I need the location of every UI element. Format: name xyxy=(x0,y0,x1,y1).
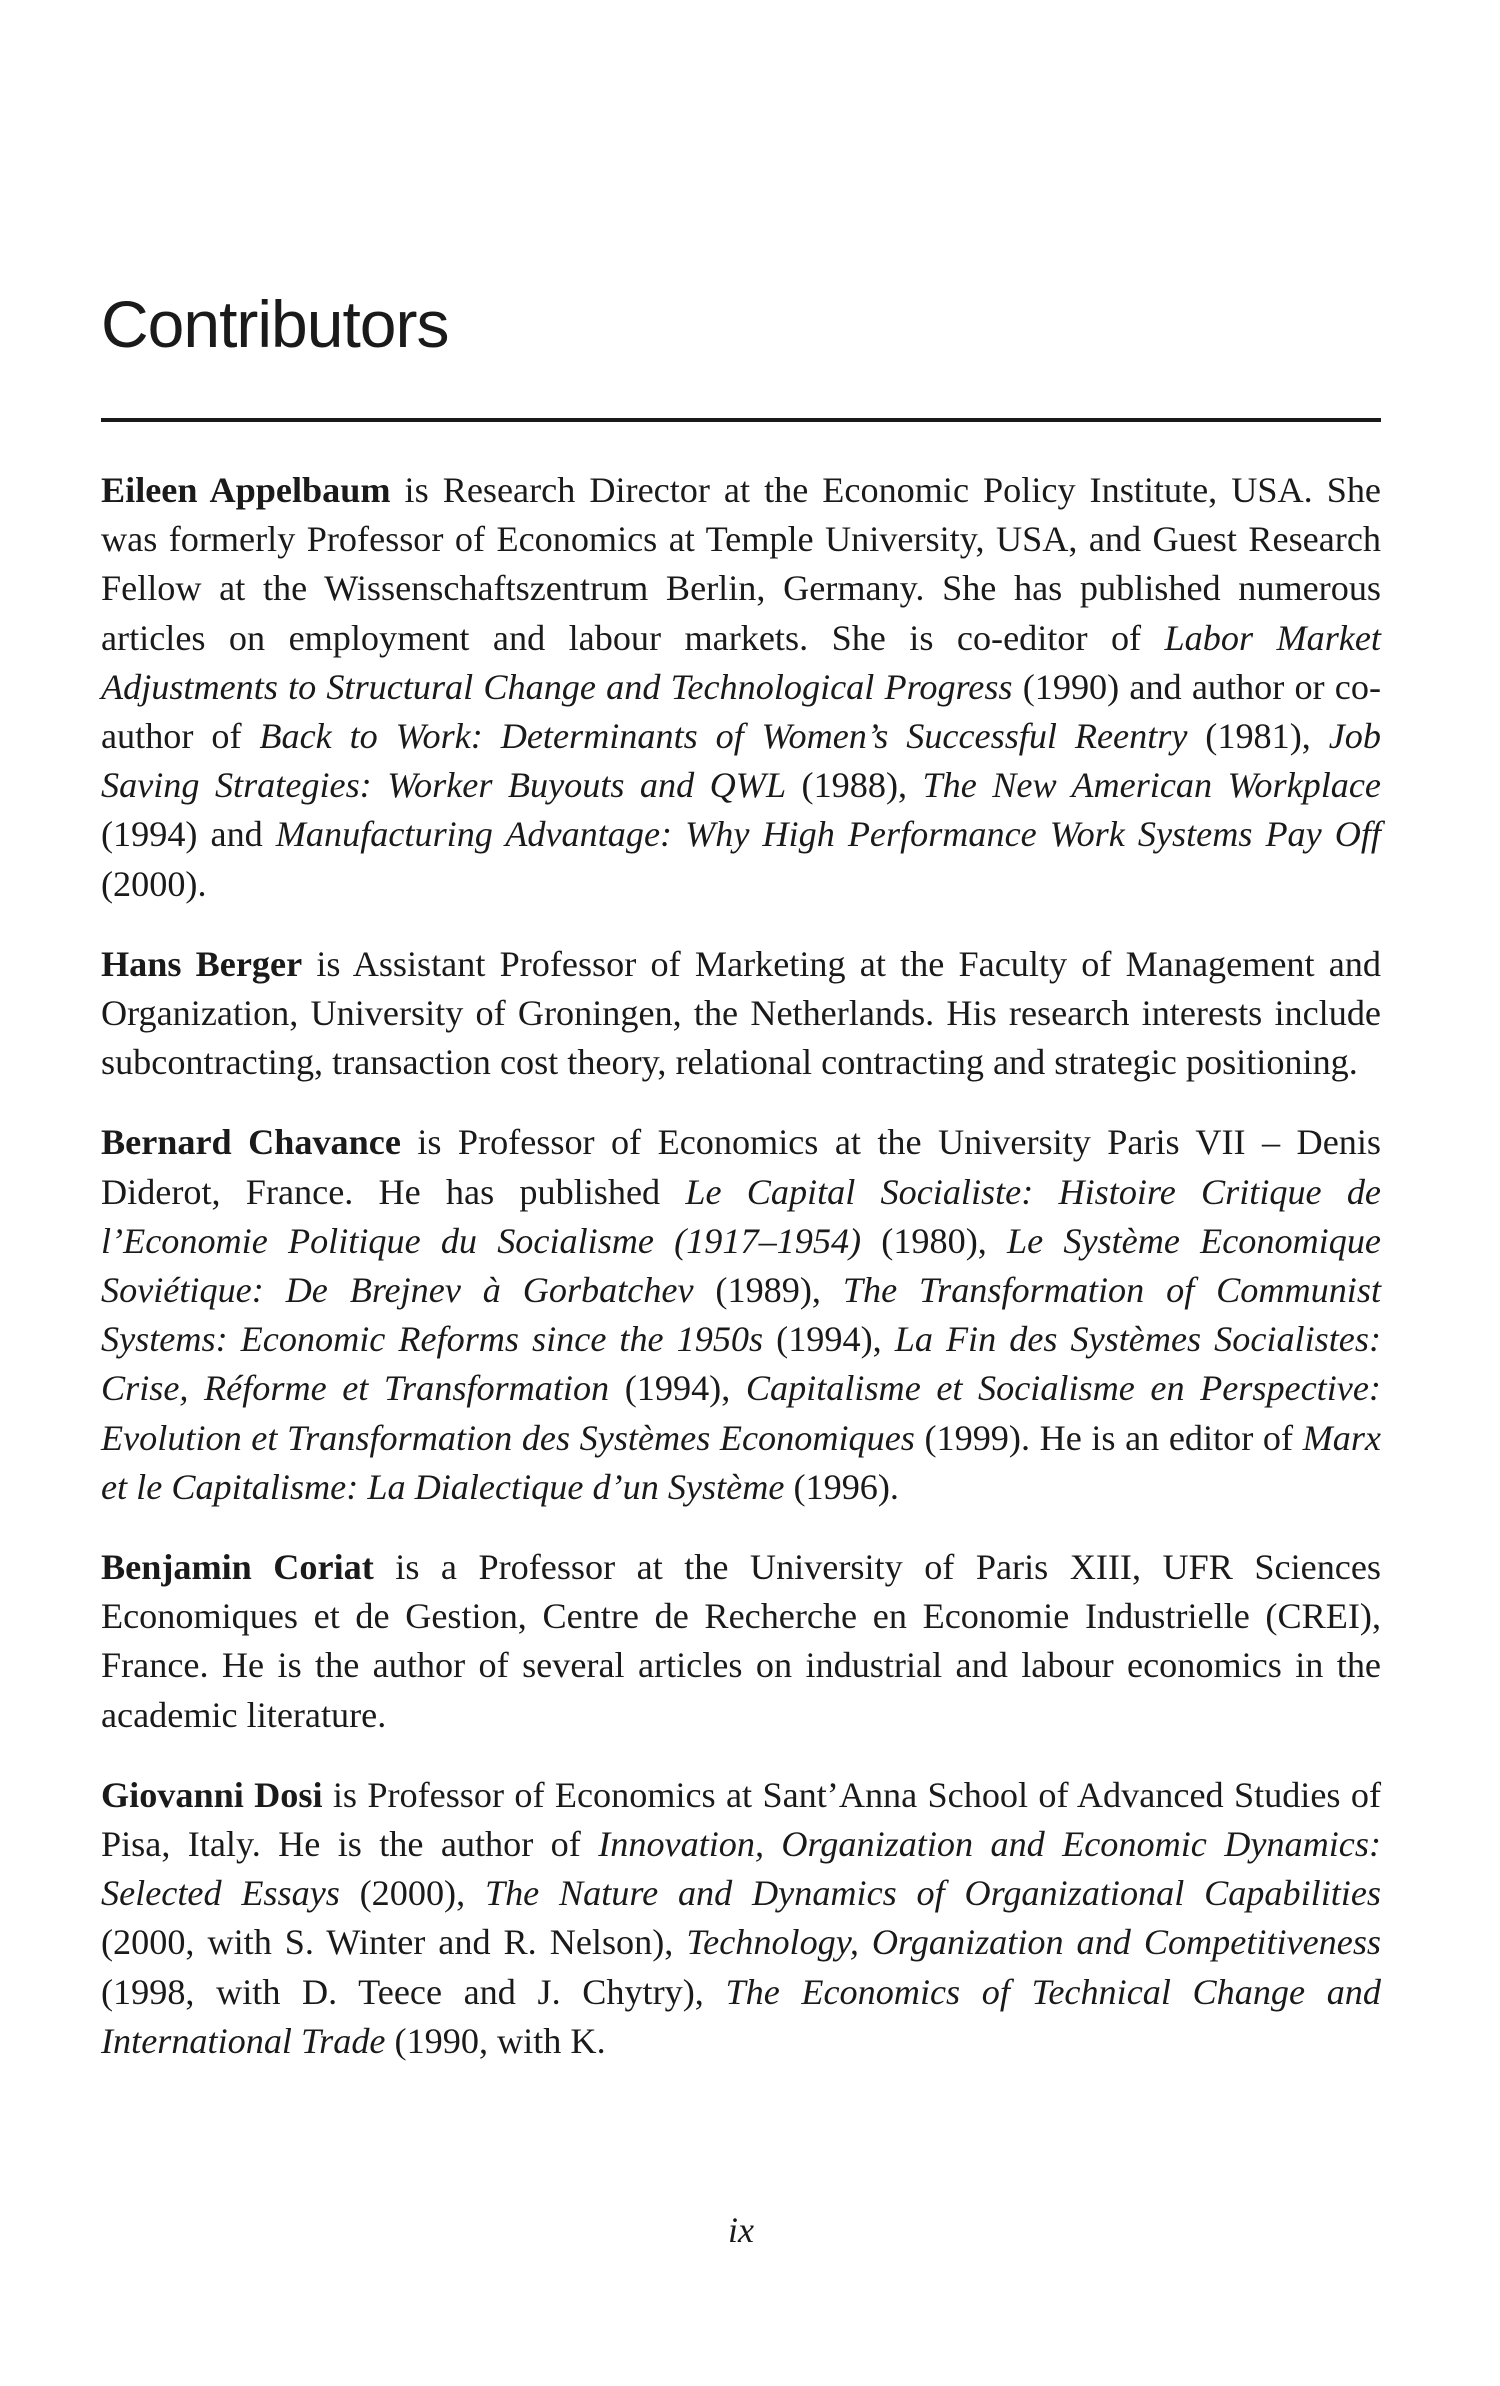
book-title: Technology, Organization and Competitiveness xyxy=(686,1922,1381,1963)
book-title: Manufacturing Advantage: Why High Performance Work Systems Pay Off xyxy=(275,814,1381,855)
book-title: Job Saving Strategies: Worker Buyouts and QWL xyxy=(101,716,1381,806)
contributor-list xyxy=(101,466,1381,2097)
book-title: Marx et le Capitalisme: La Dialectique d’un Système xyxy=(101,1417,1381,1507)
document-page xyxy=(101,0,1381,2386)
contributor-entry: Benjamin Coriat is a Professor at the University of Paris XIII, UFR Sciences Economiques et de Gestion, Centre de Recherche en Economie Industrielle (CREI), France. He is the author of several articles on industrial and labour economics in the academic literature. xyxy=(101,1547,1382,1735)
contributor-entry: Giovanni Dosi is Professor of Economics at Sant’Anna School of Advanced Studies of Pisa, Italy. He is the author of Innovation, Organization and Economic Dynamics: Selected Essays (2000), The Nature and Dynamics of Organizational Capabilities (2000, with S. Winter and R. Nelson), Technology, Organization and Competitiveness (1998, with D. Teece and J. Chytry), The Economics of Technical Change and International Trade (1990, with K. xyxy=(101,1774,1381,2061)
contributor-name: Benjamin Coriat xyxy=(101,1547,374,1588)
book-title: Le Système Economique Soviétique: De Brejnev à Gorbatchev xyxy=(101,1220,1381,1311)
book-title: The Nature and Dynamics of Organizational Capabilities xyxy=(484,1873,1381,1914)
contributor-name: Bernard Chavance xyxy=(101,1122,401,1163)
book-title: The Transformation of Communist Systems: Economic Reforms since the 1950s xyxy=(101,1270,1381,1360)
page-number: ix xyxy=(728,2210,754,2250)
contributor-entry: Bernard Chavance is Professor of Economics at the University Paris VII – Denis Diderot, France. He has published Le Capital Socialiste: Histoire Critique de l’Economie Politique du Socialisme (1917–1954) (1980), Le Système Economique Soviétique: De Brejnev à Gorbatchev (1989), The Transformation of Communist Systems: Economic Reforms since the 1950s (1994), La Fin des Systèmes Socialistes: Crise, Réforme et Transformation (1994), Capitalisme et Socialisme en Perspective: Evolution et Transformation des Systèmes Economiques (1999). He is an editor of Marx et le Capitalisme: La Dialectique d’un Système (1996). xyxy=(101,1122,1382,1507)
book-title: La Fin des Systèmes Socialistes: Crise, Réforme et Transformation xyxy=(101,1319,1382,1409)
book-title: Back to Work: Determinants of Women’s Successful Reentry xyxy=(259,716,1188,757)
book-title: Labor Market Adjustments to Structural Change and Technological Progress xyxy=(101,617,1381,707)
book-title: Capitalisme et Socialisme en Perspective: Evolution et Transformation des Systèmes Economiques xyxy=(101,1368,1381,1458)
book-title: Le Capital Socialiste: Histoire Critique de l’Economie Politique du Socialisme (1917–1954) xyxy=(101,1171,1381,1261)
contributor-name: Giovanni Dosi xyxy=(101,1774,323,1815)
title-rule xyxy=(101,418,1381,422)
contributor-name: Eileen Appelbaum xyxy=(101,470,391,510)
book-title: Innovation, Organization and Economic Dynamics: Selected Essays xyxy=(101,1824,1381,1914)
contributor-entry: Eileen Appelbaum is Research Director at the Economic Policy Institute, USA. She was formerly Professor of Economics at Temple University, USA, and Guest Research Fellow at the Wissenschaftszentrum Berlin, Germany. She has published numerous articles on employment and labour markets. She is co-editor of Labor Market Adjustments to Structural Change and Technological Progress (1990) and author or co-author of Back to Work: Determinants of Women’s Successful Reentry (1981), Job Saving Strategies: Worker Buyouts and QWL (1988), The New American Workplace (1994) and Manufacturing Advantage: Why High Performance Work Systems Pay Off (2000). xyxy=(101,470,1381,904)
book-title: The Economics of Technical Change and International Trade xyxy=(101,1971,1381,2061)
page-title: Contributors xyxy=(101,287,449,361)
contributor-name: Hans Berger xyxy=(101,943,303,984)
book-title: The New American Workplace xyxy=(922,765,1381,806)
contributor-entry: Hans Berger is Assistant Professor of Marketing at the Faculty of Management and Organization, University of Groningen, the Netherlands. His research interests include subcontracting, transaction cost theory, relational contracting and strategic positioning. xyxy=(101,943,1381,1083)
